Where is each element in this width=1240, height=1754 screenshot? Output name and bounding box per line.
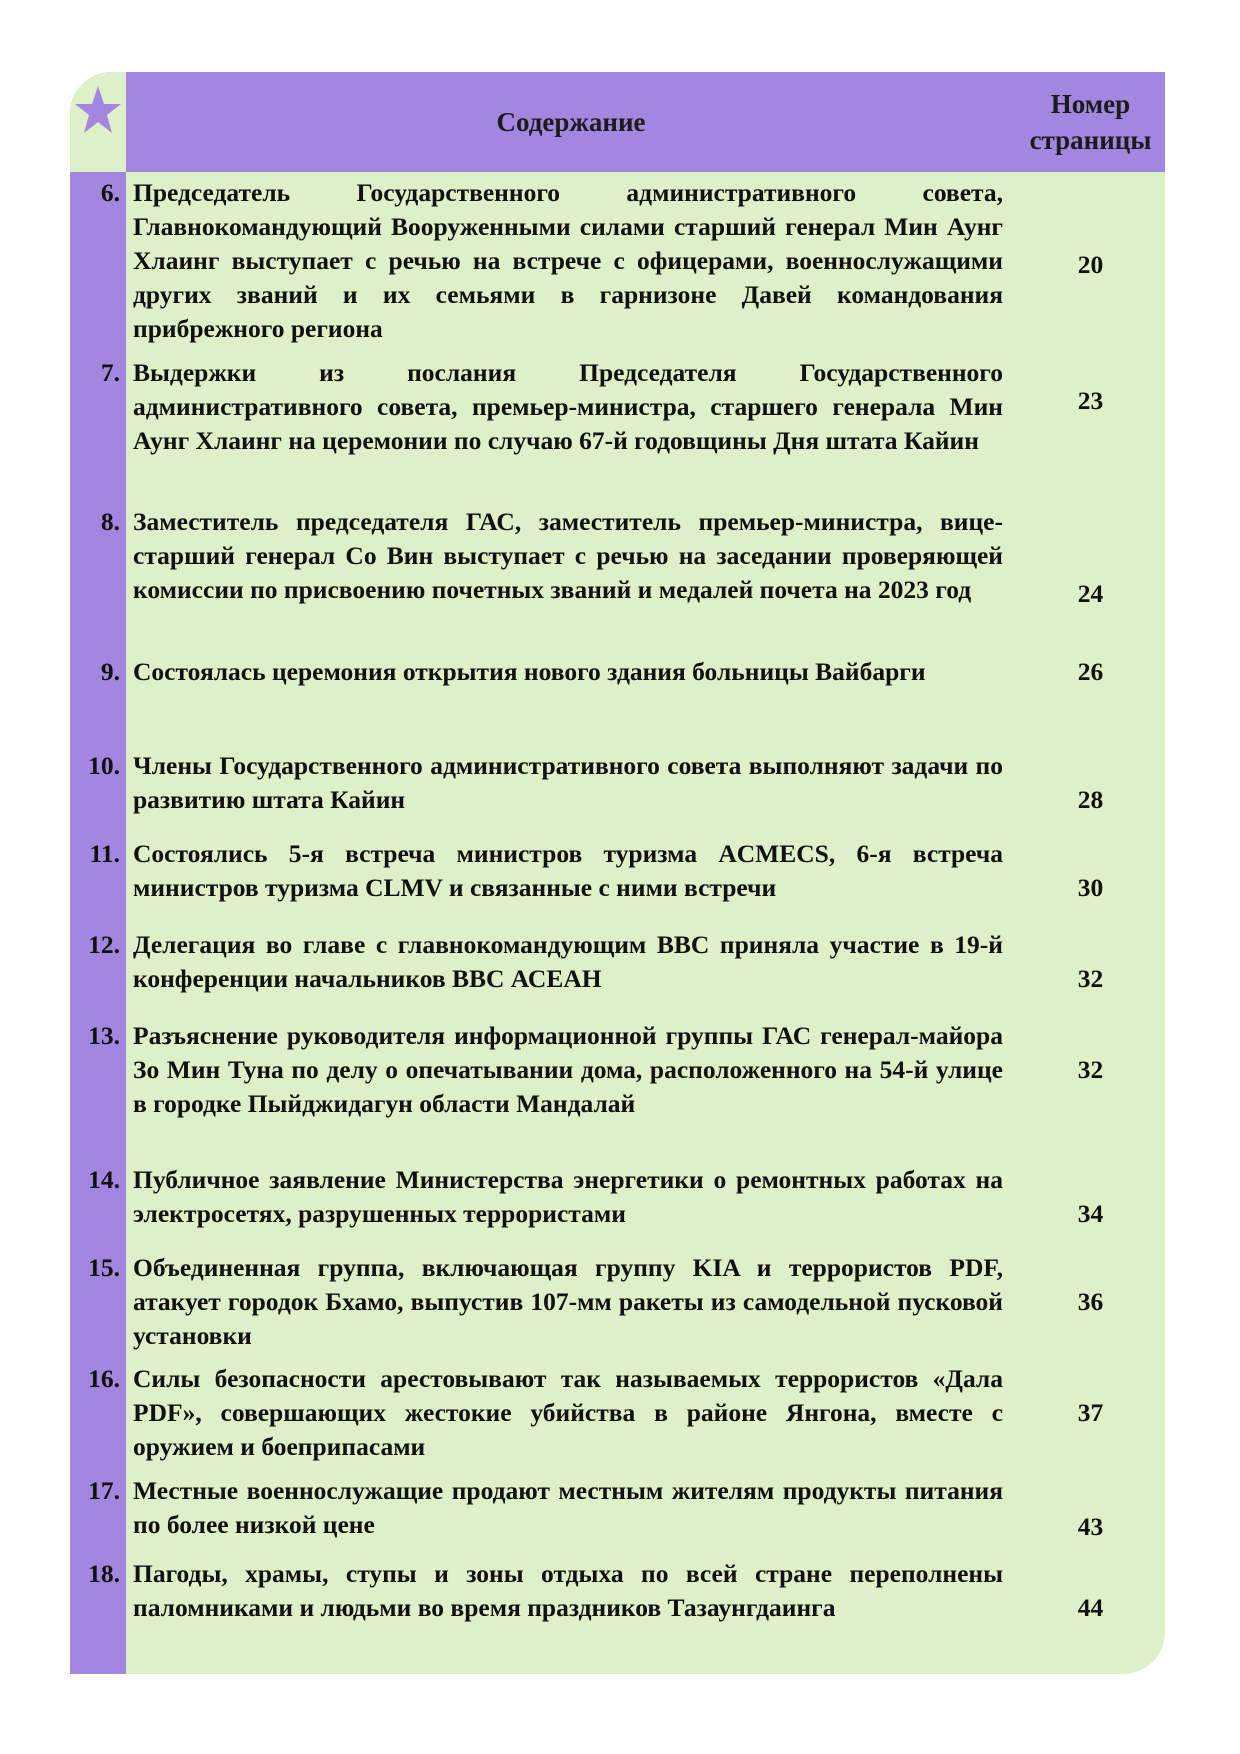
- entry-title: Члены Государственного административного совета выполняют задачи по развитию штата Кайин: [133, 751, 1003, 814]
- page-number-heading: [1016, 86, 1165, 158]
- page-number-heading-line2: страницы: [1029, 125, 1152, 155]
- entry-number: 9.: [100, 657, 120, 686]
- entry-number: 6.: [100, 178, 120, 207]
- entry-page: 32: [1077, 1055, 1104, 1084]
- entry-page: 26: [1077, 657, 1104, 686]
- entry-page: 23: [1077, 386, 1104, 415]
- entry-page: 36: [1077, 1287, 1104, 1316]
- entry-page: 28: [1077, 785, 1104, 814]
- star-icon: [74, 84, 122, 138]
- star-cell: [70, 72, 126, 172]
- entry-number: 18.: [88, 1559, 120, 1588]
- entry-title: Силы безопасности арестовывают так называемых террористов «Дала PDF», совершающих жестокие убийства в районе Янгона, вместе с оружием и боеприпасами: [133, 1364, 1003, 1461]
- entry-title: Делегация во главе с главнокомандующим ВВС приняла участие в 19-й конференции начальников ВВС АСЕАН: [133, 930, 1003, 993]
- entry-title: Разъяснение руководителя информационной группы ГАС генерал-майора Зо Мин Туна по делу о опечатывании дома, расположенного на 54-й улице в городке Пыйджидагун области Мандалай: [133, 1021, 1003, 1118]
- entry-number: 12.: [88, 930, 120, 959]
- entry-title: Публичное заявление Министерства энергетики о ремонтных работах на электросетях, разрушенных террористами: [133, 1165, 1003, 1228]
- entry-page: 20: [1077, 250, 1104, 279]
- entry-title: Заместитель председателя ГАС, заместитель премьер-министра, вице-старший генерал Со Вин выступает с речью на заседании проверяющей комиссии по присвоению почетных званий и медалей почета на 2023 год: [133, 507, 1003, 604]
- entry-page: 43: [1077, 1512, 1104, 1541]
- entry-title: Выдержки из послания Председателя Государственного административного совета, премьер-министра, старшего генерала Мин Аунг Хлаинг на церемонии по случаю 67-й годовщины Дня штата Кайин: [133, 358, 1003, 455]
- entry-page: 32: [1077, 964, 1104, 993]
- entry-page: 24: [1077, 579, 1104, 608]
- entry-title: Объединенная группа, включающая группу KIA и террористов PDF, атакует городок Бхамо, выпустив 107-мм ракеты из самодельной пусковой установки: [133, 1253, 1003, 1350]
- entry-page: 44: [1077, 1593, 1104, 1622]
- entry-number: 13.: [88, 1021, 120, 1050]
- entry-number: 15.: [88, 1253, 120, 1282]
- entry-number: 14.: [88, 1165, 120, 1194]
- entry-title: Председатель Государственного административного совета, Главнокомандующий Вооруженными силами старший генерал Мин Аунг Хлаинг выступает с речью на встрече с офицерами, военнослужащими других званий и их семьями в гарнизоне Давей командования прибрежного региона: [133, 178, 1003, 343]
- entry-number: 17.: [88, 1476, 120, 1505]
- entry-title: Состоялись 5-я встреча министров туризма ACMECS, 6-я встреча министров туризма CLMV и связанные с ними встречи: [133, 839, 1003, 902]
- entry-title: Местные военнослужащие продают местным жителям продукты питания по более низкой цене: [133, 1476, 1003, 1539]
- entry-title: Пагоды, храмы, ступы и зоны отдыха по всей стране переполнены паломниками и людьми во время праздников Тазаунгдаинга: [133, 1559, 1003, 1622]
- entry-page: 30: [1077, 873, 1104, 902]
- contents-heading: Содержание: [496, 106, 646, 137]
- entry-page: 37: [1077, 1398, 1104, 1427]
- entry-title: Состоялась церемония открытия нового здания больницы Вайбарги: [133, 657, 926, 686]
- entry-number: 11.: [89, 839, 120, 868]
- entry-number: 7.: [100, 358, 120, 387]
- entry-number: 10.: [88, 751, 120, 780]
- entry-number: 8.: [100, 507, 120, 536]
- entry-page: 34: [1077, 1199, 1104, 1228]
- page-number-heading-line1: Номер: [1050, 89, 1131, 119]
- number-column: [70, 72, 126, 1674]
- entry-number: 16.: [88, 1364, 120, 1393]
- table-of-contents: [70, 72, 1165, 1674]
